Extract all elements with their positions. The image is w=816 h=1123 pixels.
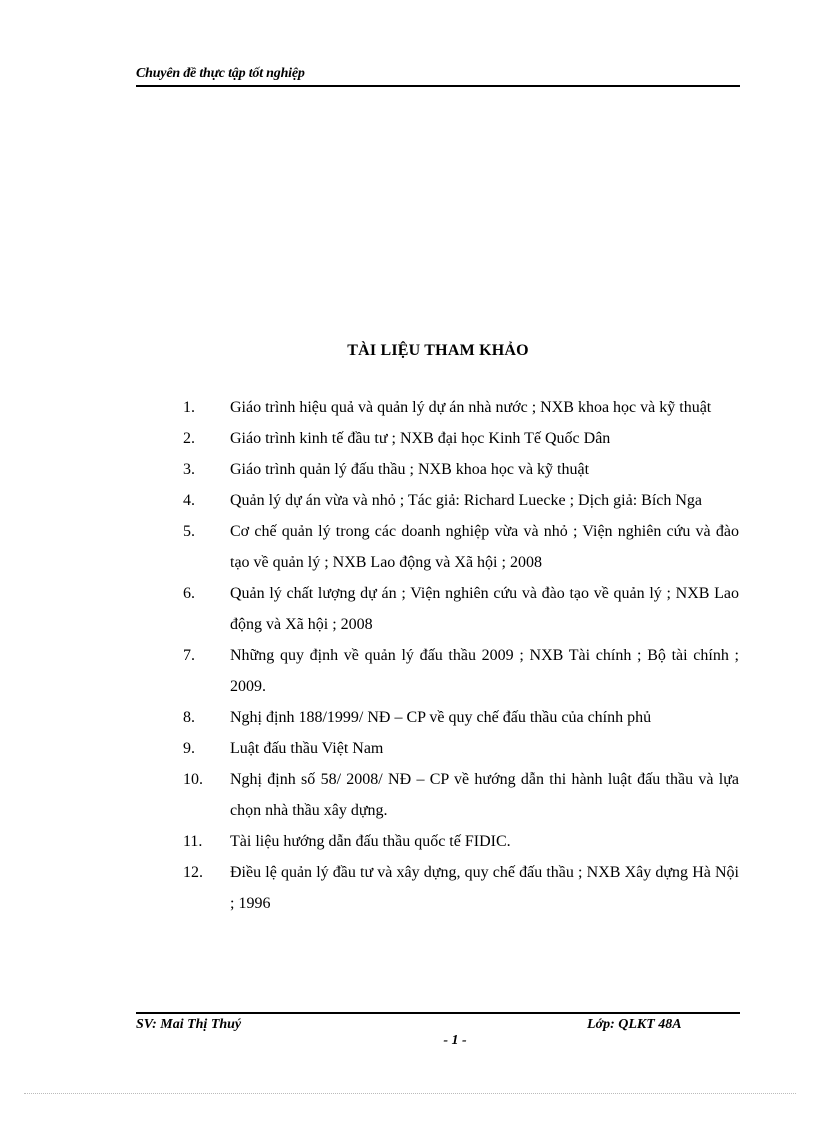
reference-number: 1. xyxy=(183,399,195,416)
reference-text: Giáo trình hiệu quả và quản lý dự án nhà nước ; NXB khoa học và kỹ thuật xyxy=(230,399,712,416)
reference-text: Nghị định số 58/ 2008/ NĐ – CP về hướng dẫn thi hành luật đấu thầu và lựa chọn nhà thầu xây dựng. xyxy=(230,771,739,819)
reference-text: Luật đấu thầu Việt Nam xyxy=(230,740,384,757)
reference-text: Quản lý dự án vừa và nhỏ ; Tác giả: Richard Luecke ; Dịch giả: Bích Nga xyxy=(230,492,703,509)
reference-text: Nghị định 188/1999/ NĐ – CP về quy chế đấu thầu của chính phủ xyxy=(230,709,652,726)
reference-text: Tài liệu hướng dẫn đấu thầu quốc tế FIDIC. xyxy=(230,833,511,850)
footer-student-name: SV: Mai Thị Thuý xyxy=(136,1017,242,1032)
reference-item xyxy=(183,516,739,578)
page-number: - 1 - xyxy=(443,1033,467,1048)
reference-number: 11. xyxy=(183,833,203,850)
running-header: Chuyên đề thực tập tốt nghiệp xyxy=(136,66,305,81)
reference-number: 8. xyxy=(183,709,195,726)
reference-item xyxy=(183,578,739,640)
reference-item xyxy=(183,392,739,423)
reference-item xyxy=(183,733,739,764)
reference-item xyxy=(183,454,739,485)
reference-text: Quản lý chất lượng dự án ; Viện nghiên cứu và đào tạo về quản lý ; NXB Lao động và Xã hội ; 2008 xyxy=(230,585,739,633)
reference-item xyxy=(183,857,739,919)
reference-number: 2. xyxy=(183,430,195,447)
reference-number: 5. xyxy=(183,523,195,540)
reference-item xyxy=(183,764,739,826)
reference-text: Giáo trình kinh tế đầu tư ; NXB đại học Kinh Tế Quốc Dân xyxy=(230,430,611,447)
page-bottom-border xyxy=(24,1093,796,1094)
reference-item xyxy=(183,485,739,516)
reference-number: 9. xyxy=(183,740,195,757)
footer-divider xyxy=(136,1012,740,1014)
reference-number: 6. xyxy=(183,585,195,602)
reference-text: Những quy định về quản lý đấu thầu 2009 ; NXB Tài chính ; Bộ tài chính ; 2009. xyxy=(230,647,739,695)
reference-text: Giáo trình quản lý đấu thầu ; NXB khoa học và kỹ thuật xyxy=(230,461,590,478)
reference-item xyxy=(183,423,739,454)
reference-number: 7. xyxy=(183,647,195,664)
reference-number: 10. xyxy=(183,771,203,788)
reference-item xyxy=(183,702,739,733)
page-title: TÀI LIỆU THAM KHẢO xyxy=(347,342,529,359)
reference-number: 4. xyxy=(183,492,195,509)
reference-number: 12. xyxy=(183,864,203,881)
reference-text: Điều lệ quản lý đầu tư và xây dựng, quy chế đấu thầu ; NXB Xây dựng Hà Nội ; 1996 xyxy=(230,864,739,912)
reference-list xyxy=(183,392,739,919)
reference-item xyxy=(183,826,739,857)
reference-number: 3. xyxy=(183,461,195,478)
header-divider xyxy=(136,85,740,87)
reference-item xyxy=(183,640,739,702)
reference-text: Cơ chế quản lý trong các doanh nghiệp vừa và nhỏ ; Viện nghiên cứu và đào tạo về quản lý ; NXB Lao động và Xã hội ; 2008 xyxy=(230,523,739,571)
footer-class: Lớp: QLKT 48A xyxy=(587,1017,682,1032)
